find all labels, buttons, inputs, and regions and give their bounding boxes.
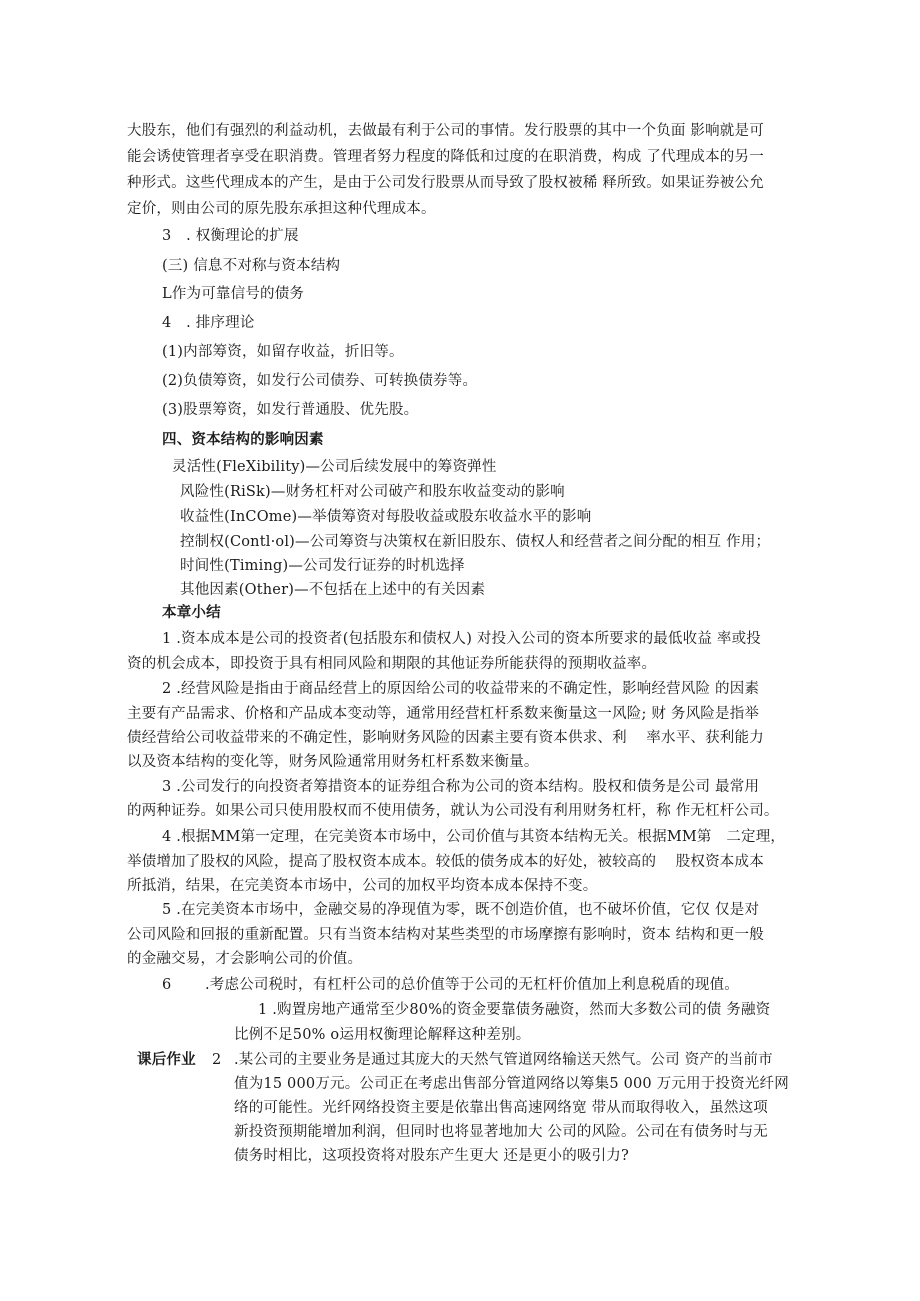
factor-flexibility: 灵活性(FleXibility)—公司后续发展中的筹资弹性 (172, 459, 497, 475)
summary-p4-line-3: 所抵消，结果，在完美资本市场中，公司的加权平均资本成本保持不变。 (127, 878, 598, 894)
summary-p6-number: 6 (162, 977, 172, 993)
homework-q2-number: 2 (212, 1052, 222, 1068)
homework-q1-line-2: 比例不足50% o运用权衡理论解释这种差别。 (234, 1027, 531, 1043)
homework-q2-line-4: 新投资预期能增加利润，但同时也将显著地加大 公司的风险。公司在有债务时与无 (234, 1124, 769, 1140)
homework-q2-line-2: 值为15 000万元。公司正在考虑出售部分管道网络以筹集5 000 万元用于投资光纤网 (234, 1076, 789, 1092)
intro-line-4: 定价，则由公司的原先股东承担这种代理成本。 (127, 201, 436, 217)
intro-line-1: 大股东，他们有强烈的利益动机，去做最有利于公司的事情。发行股票的其中一个负面 影响就是可 (127, 123, 764, 139)
homework-q2-line-1: .某公司的主要业务是通过其庞大的天然气管道网络输送天然气。公司 资产的当前市 (234, 1052, 773, 1068)
summary-p1-line-1: 1 .资本成本是公司的投资者(包括股东和债权人) 对投入公司的资本所要求的最低收益 率或投 (162, 631, 761, 647)
factor-other: 其他因素(Other)—不包括在上述中的有关因素 (180, 582, 486, 598)
pecking-order-sub-3: (3)股票筹资，如发行普通股、优先股。 (162, 402, 419, 418)
outline-item-4: 4 . 排序理论 (162, 315, 255, 331)
summary-p3-line-1: 3 .公司发行的向投资者筹措资本的证券组合称为公司的资本结构。股权和债务是公司 最常用 (162, 779, 760, 795)
summary-p1-line-2: 资的机会成本，即投资于具有相同风险和期限的其他证券所能获得的预期收益率。 (127, 656, 657, 672)
summary-p6-text: .考虑公司税时，有杠杆公司的总价值等于公司的无杠杆价值加上利息税盾的现值。 (205, 977, 740, 993)
factors-heading: 四、资本结构的影响因素 (162, 432, 324, 448)
summary-p4-line-2: 举债增加了股权的风险，提高了股权资本成本。较低的债务成本的好处，被较高的 股权资本成本 (127, 854, 764, 870)
summary-p4-line-1: 4 .根据MM第一定理，在完美资本市场中，公司价值与其资本结构无关。根据MM第 二定理， (162, 829, 786, 845)
homework-q2-line-3: 络的可能性。光纤网络投资主要是依靠出售高速网络宽 带从而取得收入，虽然这项 (234, 1100, 769, 1116)
pecking-order-sub-2: (2)负债筹资，如发行公司债券、可转换债券等。 (162, 373, 478, 389)
summary-p2-line-2: 主要有产品需求、价格和产品成本变动等，通常用经营杠杆系数来衡量这一风险; 财 务风险是指举 (127, 706, 760, 722)
homework-q1-line-1: 1 .购置房地产通常至少80%的资金要靠债务融资，然而大多数公司的债 务融资 (258, 1002, 771, 1018)
intro-line-3: 种形式。这些代理成本的产生，是由于公司发行股票从而导致了股权被稀 释所致。如果证券被公允 (127, 175, 764, 191)
summary-p5-line-3: 的金融交易，才会影响公司的价值。 (127, 951, 363, 967)
summary-heading: 本章小结 (162, 605, 221, 621)
homework-label: 课后作业 (137, 1052, 196, 1068)
intro-line-2: 能会诱使管理者享受在职消费。管理者努力程度的降低和过度的在职消费，构成 了代理成本的另一 (127, 149, 764, 165)
summary-p2-line-3: 债经营给公司收益带来的不确定性，影响财务风险的因素主要有资本供求、利 率水平、获利能力 (127, 730, 764, 746)
summary-p3-line-2: 的两种证券。如果公司只使用股权而不使用债务，就认为公司没有利用财务杠杆，称 作无杠杆公司。 (127, 803, 779, 819)
summary-p2-line-1: 2 .经营风险是指由于商品经营上的原因给公司的收益带来的不确定性，影响经营风险 的因素 (162, 681, 760, 697)
homework-q2-line-5: 债务时相比，这项投资将对股东产生更大 还是更小的吸引力? (234, 1148, 629, 1164)
section-heading-information-asymmetry: (三) 信息不对称与资本结构 (162, 258, 341, 274)
outline-item-1-signal: L作为可靠信号的债务 (162, 286, 305, 302)
factor-income: 收益性(InCOme)—举债筹资对每股收益或股东收益水平的影响 (180, 509, 592, 525)
pecking-order-sub-1: (1)内部筹资，如留存收益，折旧等。 (162, 344, 404, 360)
summary-p5-line-2: 公司风险和回报的重新配置。只有当资本结构对某些类型的市场摩擦有影响时，资本 结构和更一般 (127, 927, 764, 943)
factor-risk: 风险性(RiSk)—财务杠杆对公司破产和股东收益变动的影响 (180, 484, 565, 500)
summary-p5-line-1: 5 .在完美资本市场中，金融交易的净现值为零，既不创造价值，也不破坏价值，它仅 仅是对 (162, 902, 760, 918)
factor-timing: 时间性(Timing)—公司发行证券的时机选择 (180, 558, 465, 574)
factor-control: 控制权(Contl·ol)—公司筹资与决策权在新旧股东、债权人和经营者之间分配的相互 作用； (180, 534, 771, 550)
summary-p2-line-4: 以及资本结构的变化等，财务风险通常用财务杠杆系数来衡量。 (127, 754, 539, 770)
outline-item-3: 3 . 权衡理论的扩展 (162, 228, 299, 244)
